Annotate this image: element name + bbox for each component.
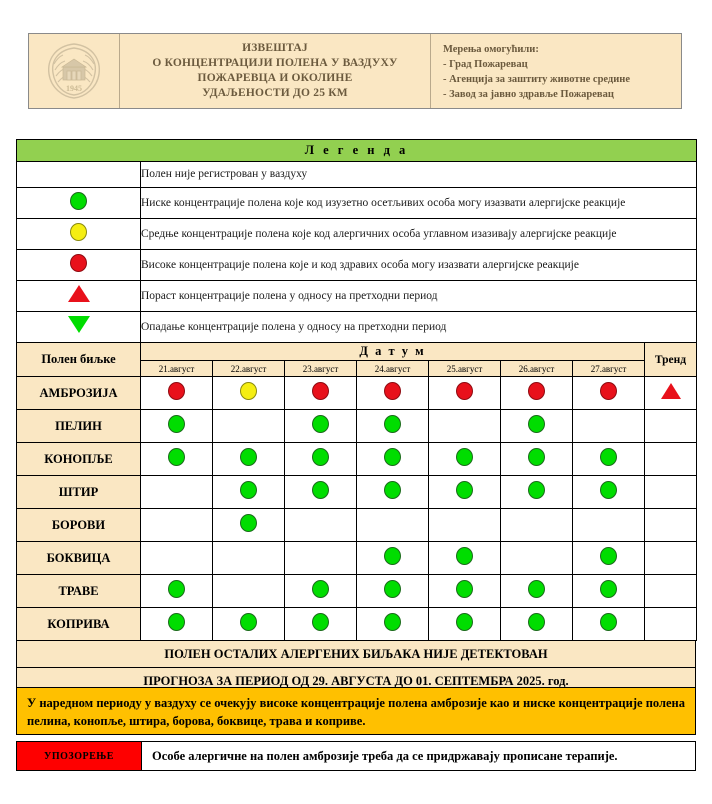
pollen-cell (357, 410, 429, 443)
pollen-cell (213, 410, 285, 443)
green-dot-icon (312, 613, 329, 631)
legend-text: Опадање концентрације полена у односу на претходни период (141, 312, 697, 343)
green-dot-icon (456, 613, 473, 631)
legend-row (17, 312, 697, 343)
pollen-cell (429, 542, 501, 575)
pollen-cell (141, 608, 213, 641)
yellow-dot-icon (70, 223, 87, 241)
red-dot-icon (600, 382, 617, 400)
pollen-cell (141, 509, 213, 542)
plant-name-cell: АМБРОЗИЈА (17, 377, 141, 410)
pollen-cell (285, 443, 357, 476)
pollen-cell (285, 377, 357, 410)
report-title-line-3: ПОЖАРЕВЦА И ОКОЛИНЕ (197, 72, 353, 84)
pollen-cell (141, 476, 213, 509)
pollen-cell (573, 575, 645, 608)
legend-icon-cell (17, 219, 141, 250)
pollen-cell (357, 476, 429, 509)
pollen-cell (141, 410, 213, 443)
pollen-cell (213, 443, 285, 476)
legend-icon-cell (17, 312, 141, 343)
plant-name-cell: ТРАВЕ (17, 575, 141, 608)
green-dot-icon (384, 448, 401, 466)
date-header-1: 21.август (141, 361, 213, 377)
seal-year: 1945 (66, 84, 82, 93)
other-plants-note: ПОЛЕН ОСТАЛИХ АЛЕРГЕНИХ БИЉАКА НИЈЕ ДЕТЕКТОВАН (17, 641, 696, 668)
report-sheet (16, 139, 696, 695)
green-dot-icon (312, 580, 329, 598)
pollen-cell (573, 443, 645, 476)
warning-row (16, 741, 696, 771)
green-dot-icon (384, 613, 401, 631)
table-row (17, 608, 697, 641)
green-dot-icon (240, 613, 257, 631)
credits-item-1: - Град Пожаревац (443, 59, 528, 70)
pollen-cell (573, 377, 645, 410)
trend-cell (645, 476, 697, 509)
logo-cell (29, 34, 120, 108)
pollen-cell (429, 575, 501, 608)
green-dot-icon (456, 481, 473, 499)
green-dot-icon (384, 481, 401, 499)
legend-row (17, 281, 697, 312)
legend-row (17, 250, 697, 281)
note-row-other-plants (17, 641, 696, 668)
plant-name-cell: ШТИР (17, 476, 141, 509)
column-header-plant: Полен биљке (17, 343, 141, 377)
pollen-cell (429, 509, 501, 542)
pollen-cell (573, 608, 645, 641)
trend-cell (645, 509, 697, 542)
plant-name-cell: КОПРИВА (17, 608, 141, 641)
green-dot-icon (240, 481, 257, 499)
green-dot-icon (600, 448, 617, 466)
table-row (17, 509, 697, 542)
pollen-cell (285, 575, 357, 608)
credits-panel (431, 34, 681, 108)
trend-cell (645, 377, 697, 410)
green-dot-icon (600, 547, 617, 565)
pollen-cell (501, 443, 573, 476)
pollen-cell (141, 377, 213, 410)
warning-text: Особе алергичне на полен амброзије треба да се придржавају прописане терапије. (152, 748, 618, 763)
green-dot-icon (70, 192, 87, 210)
credits-title: Мерења омогућили: (443, 44, 539, 55)
green-dot-icon (600, 580, 617, 598)
legend-row (17, 188, 697, 219)
report-title-line-2: О КОНЦЕНТРАЦИЈИ ПОЛЕНА У ВАЗДУХУ (152, 57, 398, 69)
pollen-cell (213, 608, 285, 641)
green-dot-icon (384, 580, 401, 598)
trend-cell (645, 608, 697, 641)
pollen-cell (501, 542, 573, 575)
table-row (17, 410, 697, 443)
plant-name-cell: БОКВИЦА (17, 542, 141, 575)
pollen-cell (213, 476, 285, 509)
pollen-cell (573, 410, 645, 443)
legend-row (17, 162, 697, 188)
green-dot-icon (240, 448, 257, 466)
pollen-cell (285, 509, 357, 542)
pollen-cell (357, 575, 429, 608)
report-header-banner (28, 33, 682, 109)
pollen-cell (501, 377, 573, 410)
pollen-cell (429, 410, 501, 443)
pollen-cell (429, 608, 501, 641)
trend-cell (645, 410, 697, 443)
green-dot-icon (312, 415, 329, 433)
trend-cell (645, 542, 697, 575)
green-dot-icon (384, 415, 401, 433)
legend-icon-cell (17, 281, 141, 312)
yellow-dot-icon (240, 382, 257, 400)
report-table (16, 139, 697, 641)
green-dot-icon (312, 481, 329, 499)
pollen-cell (141, 443, 213, 476)
column-header-trend: Тренд (645, 343, 697, 377)
pollen-cell (429, 476, 501, 509)
pollen-cell (357, 509, 429, 542)
pollen-cell (357, 608, 429, 641)
report-title (120, 34, 431, 108)
date-header-5: 25.август (429, 361, 501, 377)
legend-row (17, 219, 697, 250)
pollen-cell (501, 509, 573, 542)
green-dot-icon (168, 613, 185, 631)
date-header-3: 23.август (285, 361, 357, 377)
trend-cell (645, 575, 697, 608)
red-triangle-up-icon (68, 285, 90, 302)
pollen-cell (213, 575, 285, 608)
pollen-cell (357, 542, 429, 575)
red-dot-icon (456, 382, 473, 400)
legend-title-row (17, 140, 697, 162)
table-row (17, 575, 697, 608)
pollen-cell (285, 410, 357, 443)
pollen-cell (213, 542, 285, 575)
green-dot-icon (528, 448, 545, 466)
pollen-cell (285, 608, 357, 641)
red-triangle-up-icon (661, 383, 681, 399)
red-dot-icon (528, 382, 545, 400)
legend-text: Високе концентрације полена које и код здравих особа могу изазвати алергијске реакције (141, 250, 697, 281)
date-header-7: 27.август (573, 361, 645, 377)
legend-title: Л е г е н д а (17, 140, 697, 162)
trend-cell (645, 443, 697, 476)
pollen-cell (501, 575, 573, 608)
green-dot-icon (456, 580, 473, 598)
green-triangle-down-icon (68, 316, 90, 333)
pollen-cell (573, 509, 645, 542)
pollen-cell (141, 542, 213, 575)
credits-item-2: - Агенција за заштиту животне средине (443, 74, 631, 85)
green-dot-icon (528, 613, 545, 631)
warning-label: УПОЗОРЕЊЕ (17, 742, 142, 770)
green-dot-icon (168, 448, 185, 466)
pollen-cell (285, 476, 357, 509)
pollen-cell (501, 410, 573, 443)
pollen-cell (573, 542, 645, 575)
pollen-cell (573, 476, 645, 509)
pollen-cell (213, 377, 285, 410)
pollen-cell (501, 608, 573, 641)
red-dot-icon (384, 382, 401, 400)
plant-name-cell: БОРОВИ (17, 509, 141, 542)
legend-icon-cell (17, 250, 141, 281)
legend-icon-cell (17, 188, 141, 219)
green-dot-icon (528, 580, 545, 598)
red-dot-icon (70, 254, 87, 272)
legend-text: Ниске концентрације полена које код изузетно осетљивих особа могу изазвати алергијске реакције (141, 188, 697, 219)
pollen-cell (357, 443, 429, 476)
pollen-cell (429, 443, 501, 476)
report-title-line-1: ИЗВЕШТАЈ (242, 42, 308, 54)
pollen-cell (141, 575, 213, 608)
date-header-6: 26.август (501, 361, 573, 377)
pollen-cell (285, 542, 357, 575)
table-row (17, 443, 697, 476)
date-header-4: 24.август (357, 361, 429, 377)
legend-text: Средње концентрације полена које код алергичних особа углавном изазивају алергијске реакције (141, 219, 697, 250)
pollen-cell (213, 509, 285, 542)
forecast-text-block: У наредном периоду у ваздуху се очекују високе концентрације полена амброзије као и ниске концентрације полена пелина, конопље, штира, борова, боквице, трава и коприве. (16, 687, 696, 735)
institutional-seal-icon (41, 40, 107, 102)
green-dot-icon (528, 415, 545, 433)
date-header-2: 22.август (213, 361, 285, 377)
green-dot-icon (456, 448, 473, 466)
green-dot-icon (456, 547, 473, 565)
green-dot-icon (240, 514, 257, 532)
legend-icon-none (17, 162, 141, 188)
green-dot-icon (528, 481, 545, 499)
plant-name-cell: КОНОПЉЕ (17, 443, 141, 476)
table-row (17, 476, 697, 509)
table-row (17, 377, 697, 410)
green-dot-icon (168, 580, 185, 598)
green-dot-icon (168, 415, 185, 433)
forecast-period-note: ПРОГНОЗА ЗА ПЕРИОД ОД 29. АВГУСТА ДО 01. СЕПТЕМБРА 2025. год. (17, 668, 696, 695)
green-dot-icon (312, 448, 329, 466)
pollen-cell (357, 377, 429, 410)
legend-text: Полен није регистрован у ваздуху (141, 162, 697, 188)
green-dot-icon (600, 613, 617, 631)
table-header-row-top (17, 343, 697, 361)
red-dot-icon (312, 382, 329, 400)
column-header-dates: Д а т у м (141, 343, 645, 361)
pollen-cell (429, 377, 501, 410)
green-dot-icon (600, 481, 617, 499)
legend-text: Пораст концентрације полена у односу на претходни период (141, 281, 697, 312)
report-title-line-4: УДАЉЕНОСТИ ДО 25 КМ (202, 87, 348, 99)
table-row (17, 542, 697, 575)
credits-item-3: - Завод за јавно здравље Пожаревац (443, 89, 614, 100)
green-dot-icon (384, 547, 401, 565)
pollen-cell (501, 476, 573, 509)
red-dot-icon (168, 382, 185, 400)
plant-name-cell: ПЕЛИН (17, 410, 141, 443)
